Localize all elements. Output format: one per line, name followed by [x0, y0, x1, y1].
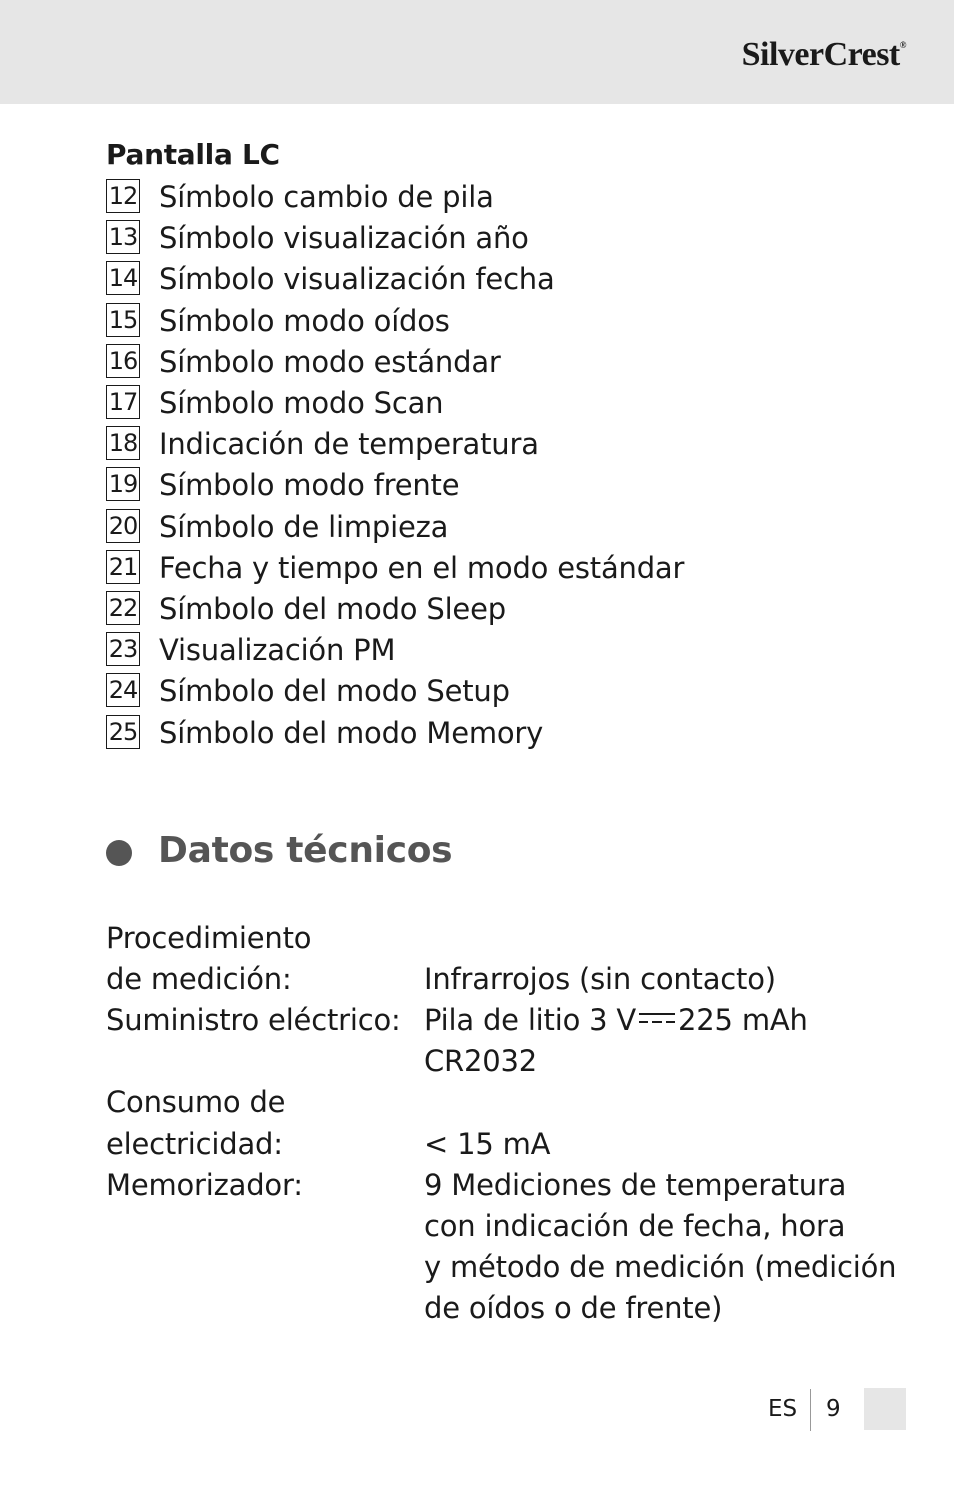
lcd-section-title: Pantalla LC: [106, 138, 280, 171]
legend-item-label: Símbolo del modo Sleep: [159, 592, 506, 626]
specs-heading: Datos técnicos: [158, 830, 453, 871]
legend-number-badge: 22: [106, 591, 140, 625]
spec-label-measurement-2: de medición:: [106, 962, 292, 996]
brand-name: SilverCrest: [741, 36, 900, 73]
legend-number-badge: 20: [106, 509, 140, 543]
spec-label-measurement-1: Procedimiento: [106, 921, 312, 955]
page-header: [0, 0, 954, 104]
spec-value-memory-3: y método de medición (medición: [424, 1250, 897, 1284]
spec-value-memory-1: 9 Mediciones de temperatura: [424, 1168, 847, 1202]
spec-value-power-battery: Pila de litio 3 V: [424, 1003, 637, 1037]
legend-item: [106, 385, 806, 422]
legend-item: [106, 179, 806, 216]
spec-value-consumption: < 15 mA: [424, 1127, 551, 1161]
legend-item-label: Visualización PM: [159, 633, 396, 668]
legend-item: [106, 426, 806, 463]
legend-item-label: Símbolo visualización fecha: [159, 262, 555, 297]
legend-number-badge: 16: [106, 344, 140, 378]
legend-number-badge: 18: [106, 426, 140, 460]
legend-number-badge: 25: [106, 715, 140, 749]
legend-item-label: Símbolo modo oídos: [159, 303, 450, 338]
legend-item-label: Símbolo modo Scan: [159, 386, 444, 420]
footer-divider: [810, 1389, 811, 1431]
spec-value-power-model: CR2032: [424, 1044, 538, 1078]
legend-item: [106, 344, 806, 381]
page-number: 9: [826, 1396, 841, 1422]
legend-number-badge: 15: [106, 303, 140, 337]
spec-value-memory-4: de oídos o de frente): [424, 1291, 723, 1325]
legend-item-label: Símbolo del modo Memory: [159, 715, 544, 750]
legend-item-label: Símbolo cambio de pila: [159, 180, 494, 214]
dc-current-icon: [639, 1011, 675, 1025]
legend-number-badge: 17: [106, 385, 140, 419]
spec-value-power: [424, 1002, 808, 1039]
legend-item-label: Símbolo modo estándar: [159, 344, 501, 379]
spec-label-memory: Memorizador:: [106, 1168, 303, 1202]
legend-number-badge: 12: [106, 179, 140, 213]
brand-logo: [742, 36, 906, 74]
legend-item: [106, 261, 806, 298]
legend-item: [106, 632, 806, 669]
footer-tab-marker: [864, 1388, 906, 1430]
legend-item-label: Indicación de temperatura: [159, 427, 539, 462]
legend-item: [106, 467, 806, 504]
legend-item: [106, 591, 806, 628]
legend-item-label: Símbolo visualización año: [159, 221, 529, 256]
legend-item: [106, 715, 806, 752]
legend-item: [106, 673, 806, 710]
spec-value-measurement: Infrarrojos (sin contacto): [424, 962, 776, 996]
legend-item-label: Símbolo de limpieza: [159, 509, 449, 544]
legend-item-label: Fecha y tiempo en el modo estándar: [159, 550, 685, 585]
section-bullet-icon: [106, 840, 132, 866]
legend-number-badge: 24: [106, 673, 140, 707]
legend-item: [106, 303, 806, 340]
footer-language: ES: [768, 1396, 798, 1422]
legend-item: [106, 509, 806, 546]
legend-number-badge: 23: [106, 632, 140, 666]
legend-item: [106, 550, 806, 587]
legend-number-badge: 13: [106, 220, 140, 254]
legend-item-label: Símbolo del modo Setup: [159, 674, 510, 709]
legend-number-badge: 19: [106, 467, 140, 501]
spec-label-consumption-2: electricidad:: [106, 1127, 283, 1161]
spec-value-power-capacity: 225 mAh: [678, 1003, 808, 1037]
spec-value-memory-2: con indicación de fecha, hora: [424, 1209, 846, 1243]
registered-mark: ®: [899, 40, 906, 50]
legend-number-badge: 14: [106, 261, 140, 295]
spec-label-power: Suministro eléctrico:: [106, 1003, 401, 1037]
legend-item-label: Símbolo modo frente: [159, 468, 460, 503]
spec-label-consumption-1: Consumo de: [106, 1085, 286, 1119]
legend-number-badge: 21: [106, 550, 140, 584]
legend-item: [106, 220, 806, 257]
